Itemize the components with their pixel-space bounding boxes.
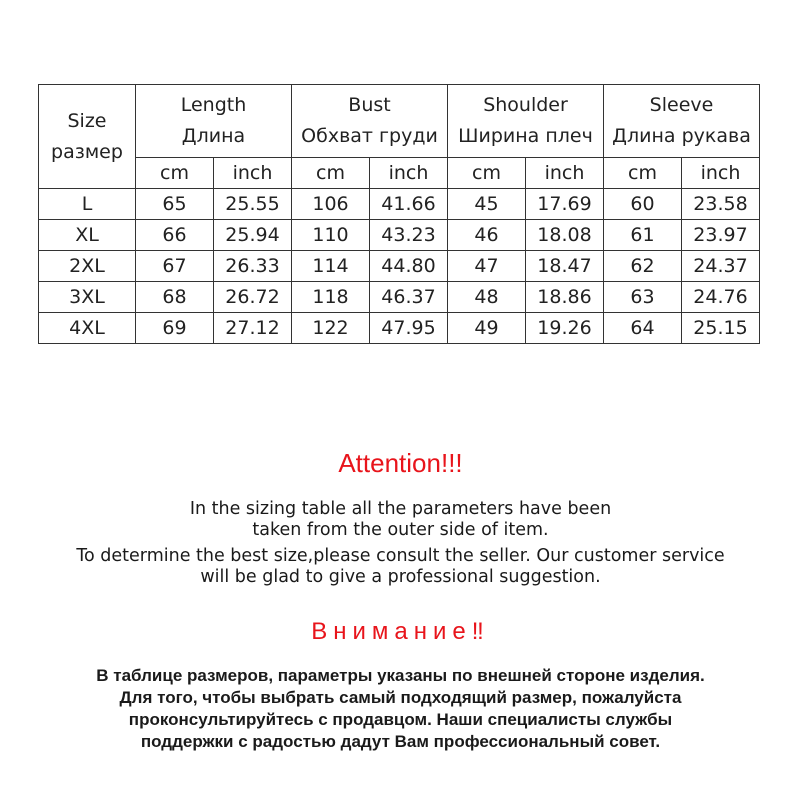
table-cell: 61 [604, 220, 682, 251]
table-cell: 27.12 [214, 313, 292, 344]
size-header-ru: размер [51, 140, 123, 163]
bust-header-en: Bust [348, 94, 391, 116]
bust-header [292, 85, 448, 158]
table-cell: 25.15 [682, 313, 760, 344]
table-cell: 25.94 [214, 220, 292, 251]
size-cell: XL [39, 220, 136, 251]
unit-cell: cm [604, 158, 682, 189]
attention-title: Attention!!! [338, 448, 463, 478]
table-cell: 41.66 [370, 189, 448, 220]
notice-line: Для того, чтобы выбрать самый подходящий размер, пожалуйста [119, 688, 682, 707]
table-cell: 68 [136, 282, 214, 313]
notice-line: In the sizing table all the parameters have been [189, 499, 612, 519]
table-cell: 26.33 [214, 251, 292, 282]
table-header-row [39, 85, 760, 158]
russian-notice [0, 665, 801, 753]
bust-header-ru: Обхват груди [301, 125, 438, 147]
table-cell: 18.47 [526, 251, 604, 282]
table-cell: 47.95 [370, 313, 448, 344]
length-header [136, 85, 292, 158]
table-cell: 24.37 [682, 251, 760, 282]
size-cell: L [39, 189, 136, 220]
size-column-header [39, 85, 136, 189]
table-cell: 122 [292, 313, 370, 344]
sleeve-header-en: Sleeve [649, 94, 714, 116]
unit-cell: cm [136, 158, 214, 189]
size-cell: 2XL [39, 251, 136, 282]
shoulder-header [448, 85, 604, 158]
table-cell: 69 [136, 313, 214, 344]
unit-cell: cm [448, 158, 526, 189]
unit-cell: inch [214, 158, 292, 189]
length-header-en: Length [180, 94, 247, 116]
table-cell: 49 [448, 313, 526, 344]
table-cell: 17.69 [526, 189, 604, 220]
table-cell: 65 [136, 189, 214, 220]
notice-line: will be glad to give a professional suggestion. [200, 567, 601, 587]
notice-line: проконсультируйтесь с продавцом. Наши специалисты службы [128, 710, 673, 729]
table-cell: 46 [448, 220, 526, 251]
sleeve-header [604, 85, 760, 158]
table-cell: 46.37 [370, 282, 448, 313]
table-cell: 67 [136, 251, 214, 282]
table-cell: 43.23 [370, 220, 448, 251]
table-cell: 62 [604, 251, 682, 282]
size-cell: 4XL [39, 313, 136, 344]
table-cell: 18.86 [526, 282, 604, 313]
table-row [39, 251, 760, 282]
table-cell: 60 [604, 189, 682, 220]
table-cell: 64 [604, 313, 682, 344]
table-cell: 47 [448, 251, 526, 282]
table-cell: 106 [292, 189, 370, 220]
table-cell: 44.80 [370, 251, 448, 282]
unit-cell: inch [370, 158, 448, 189]
table-row [39, 282, 760, 313]
size-cell: 3XL [39, 282, 136, 313]
notice-line: В таблице размеров, параметры указаны по внешней стороне изделия. [96, 666, 705, 685]
table-cell: 18.08 [526, 220, 604, 251]
size-header-en: Size [67, 109, 107, 132]
table-row [39, 313, 760, 344]
table-cell: 19.26 [526, 313, 604, 344]
table-cell: 114 [292, 251, 370, 282]
table-cell: 23.97 [682, 220, 760, 251]
table-cell: 63 [604, 282, 682, 313]
table-cell: 48 [448, 282, 526, 313]
shoulder-header-ru: Ширина плеч [458, 125, 593, 147]
table-cell: 24.76 [682, 282, 760, 313]
table-row [39, 220, 760, 251]
sleeve-header-ru: Длина рукава [612, 125, 751, 147]
table-cell: 23.58 [682, 189, 760, 220]
table-cell: 66 [136, 220, 214, 251]
english-notice-paragraph-2 [0, 546, 801, 588]
table-cell: 45 [448, 189, 526, 220]
notice-line: taken from the outer side of item. [252, 520, 549, 540]
table-unit-row [39, 158, 760, 189]
shoulder-header-en: Shoulder [483, 94, 568, 116]
notice-line: To determine the best size,please consult the seller. Our customer service [76, 546, 725, 566]
table-cell: 118 [292, 282, 370, 313]
table-cell: 110 [292, 220, 370, 251]
english-notice-paragraph-1 [0, 499, 801, 541]
unit-cell: inch [526, 158, 604, 189]
table-row [39, 189, 760, 220]
size-chart-table [38, 84, 760, 344]
table-cell: 25.55 [214, 189, 292, 220]
russian-attention-title: Внимание‼ [311, 618, 490, 645]
unit-cell: cm [292, 158, 370, 189]
notice-line: поддержки с радостью дадут Вам профессиональный совет. [140, 732, 661, 751]
unit-cell: inch [682, 158, 760, 189]
length-header-ru: Длина [181, 125, 246, 147]
table-cell: 26.72 [214, 282, 292, 313]
